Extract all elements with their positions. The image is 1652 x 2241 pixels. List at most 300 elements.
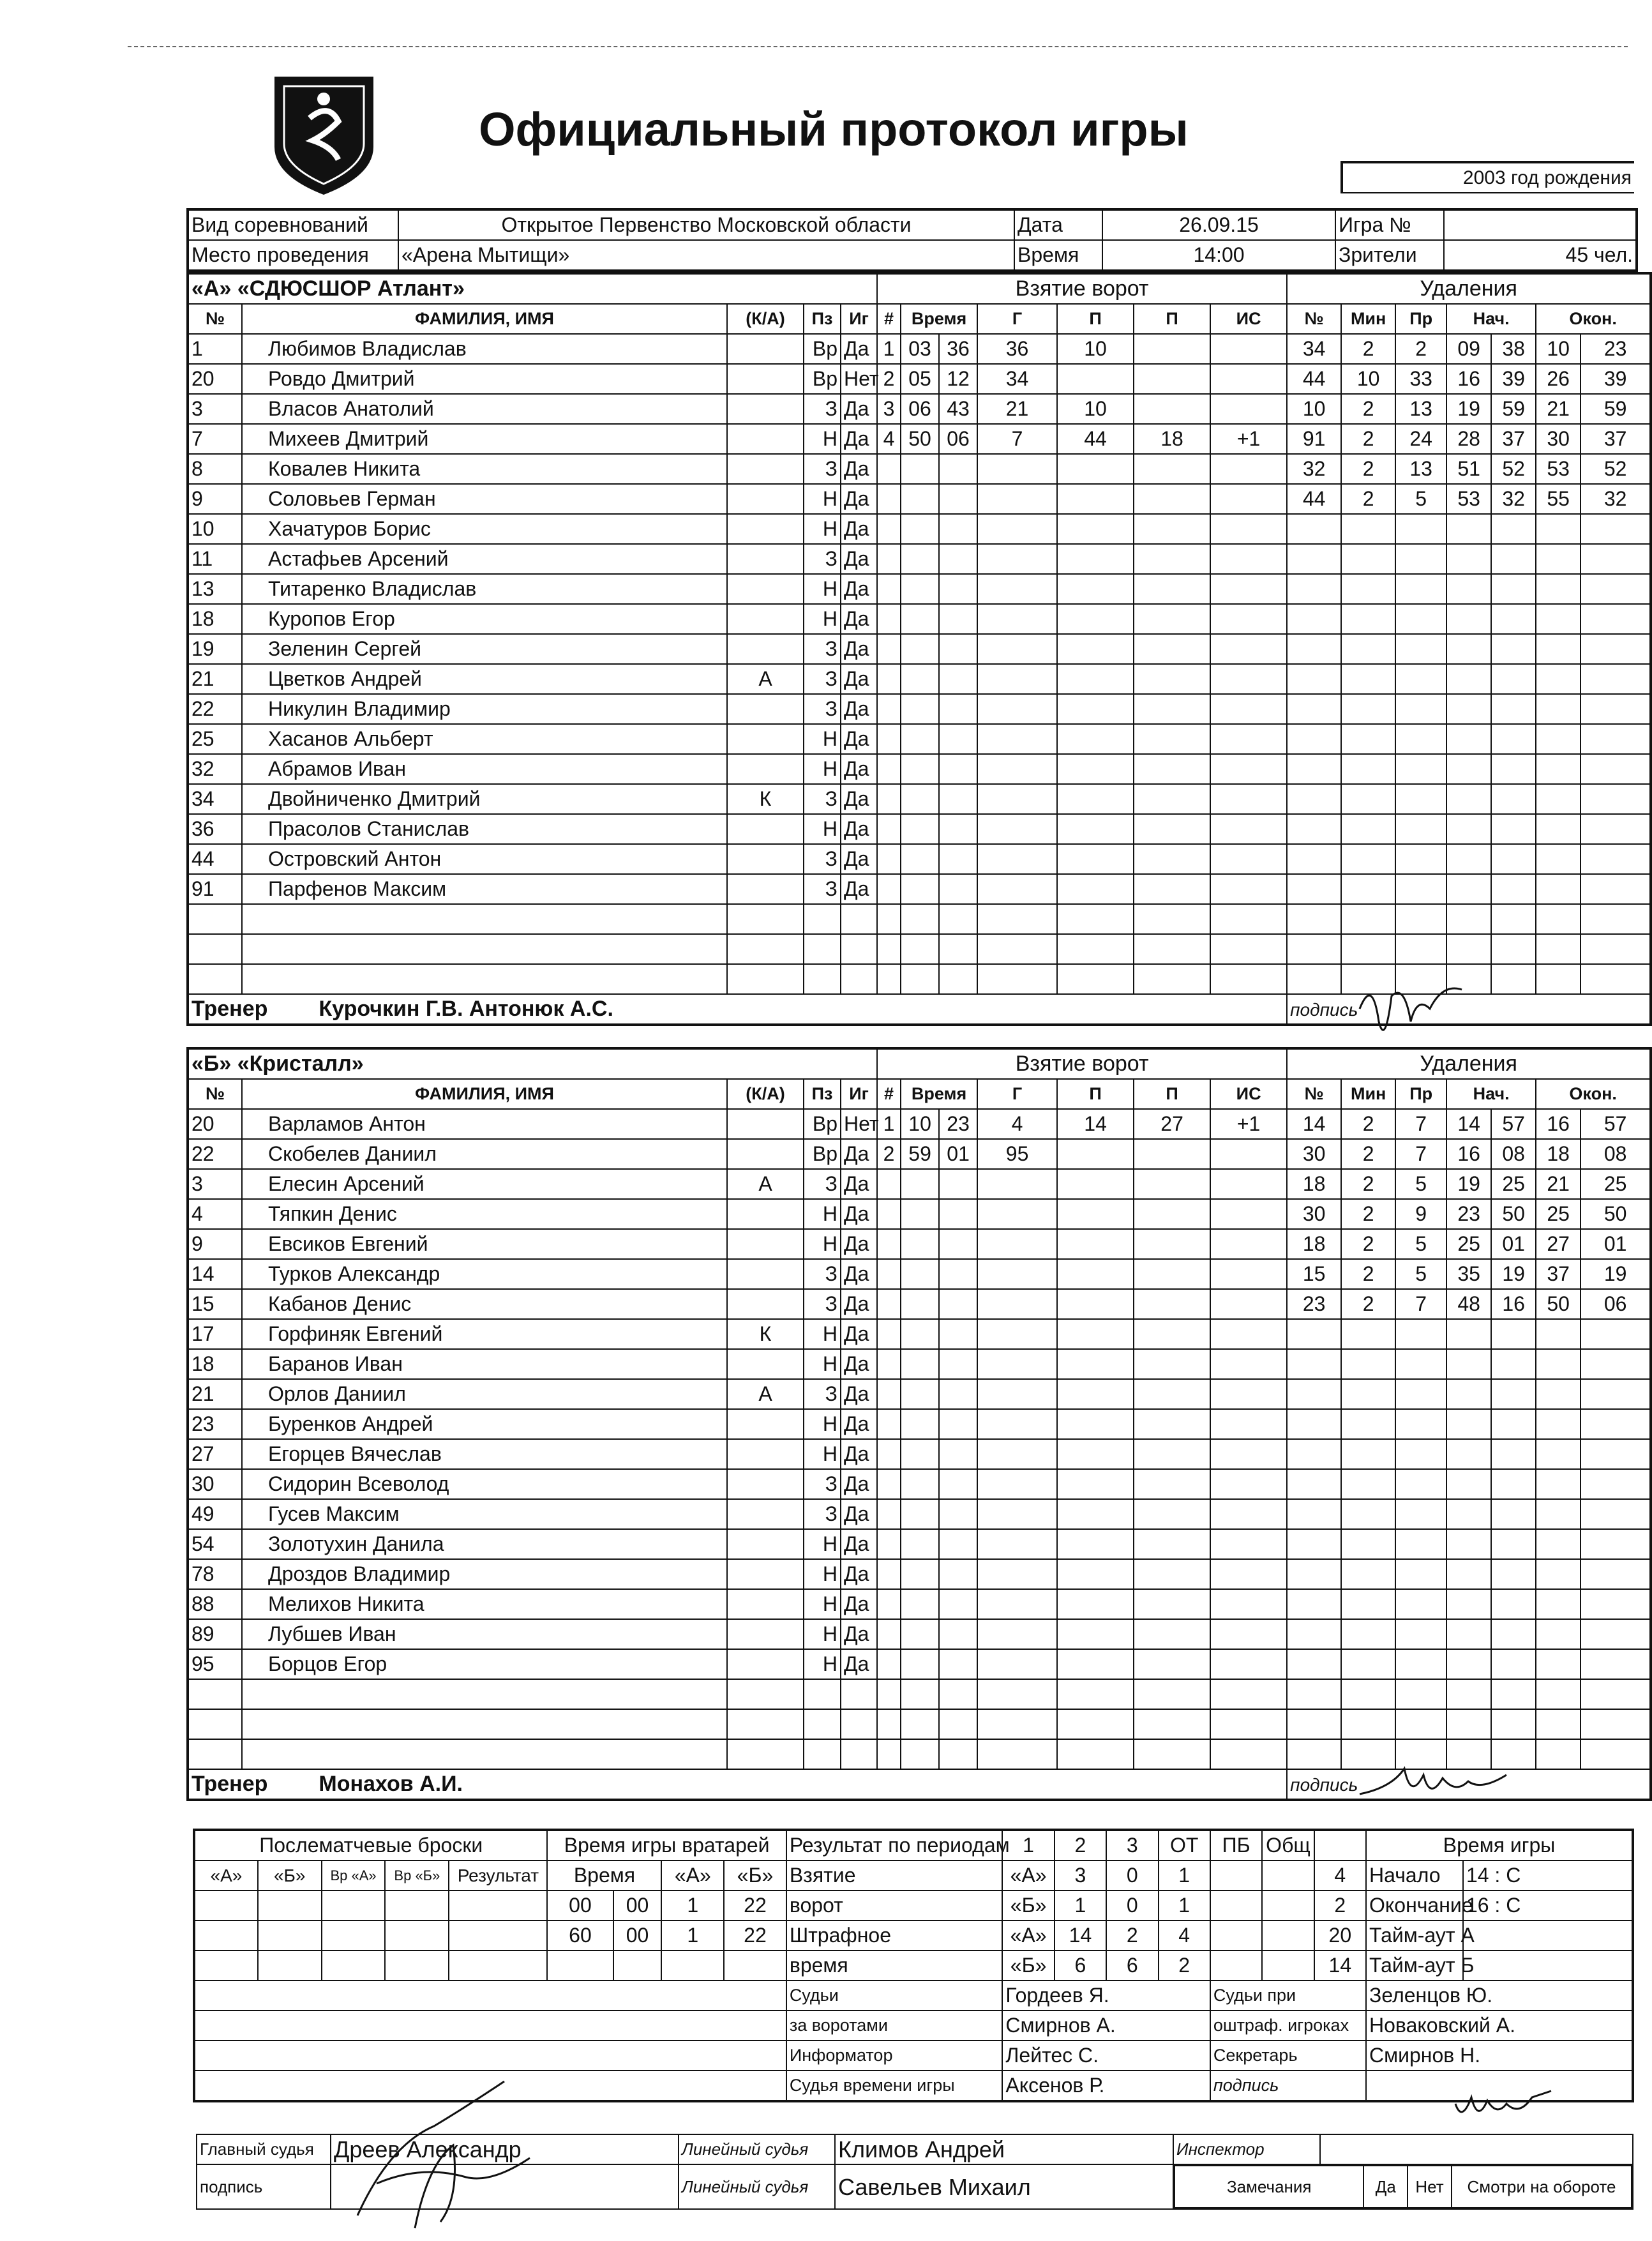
penalty-minutes: 2 [1341,1199,1395,1229]
empty-cell [1536,1409,1581,1439]
penalty-start-min: 19 [1446,394,1491,424]
team-label: «А» [1002,1920,1054,1950]
player-name: Буренков Андрей [242,1409,727,1439]
empty-cell [242,1679,727,1709]
empty-cell [901,1409,939,1439]
player-played: Да [841,1199,877,1229]
empty-cell [1536,1559,1581,1589]
player-played: Да [841,754,877,784]
player-position: З [804,1169,841,1199]
empty-cell [1057,904,1134,934]
empty-cell [977,1619,1057,1649]
empty-cell [939,934,977,964]
player-number: 22 [188,694,242,724]
empty-cell [1210,1349,1287,1379]
empty-cell [877,574,901,604]
empty-cell [901,454,939,484]
goals-b-p2: 0 [1106,1890,1158,1920]
empty-cell [977,1169,1057,1199]
empty-cell [1341,1709,1395,1739]
player-played: Да [841,1559,877,1589]
empty-cell [1446,1319,1491,1349]
player-number: 15 [188,1289,242,1319]
goal-second: 23 [939,1109,977,1139]
goal-assist-2: 18 [1134,424,1210,454]
goal-minute: 05 [901,364,939,394]
inspector-value [1320,2134,1633,2164]
penalty-start-sec: 01 [1491,1229,1536,1259]
penalty-reason: 5 [1395,484,1446,514]
empty-cell [901,754,939,784]
player-position: Н [804,724,841,754]
player-name: Хасанов Альберт [242,724,727,754]
empty-cell [1287,1319,1341,1349]
empty-cell [1341,1649,1395,1679]
official-label-2: подпись [1210,2071,1366,2101]
empty-cell [1210,1379,1287,1409]
penalty-minutes: 2 [1341,484,1395,514]
empty-cell [1581,1649,1651,1679]
player-played: Да [841,514,877,544]
col-goal-is: ИС [1210,304,1287,334]
team-label: «Б» [1002,1950,1054,1981]
player-position: Вр [804,364,841,394]
empty-cell [1341,814,1395,844]
empty-cell [1057,1259,1134,1289]
penalty-player: 18 [1287,1169,1341,1199]
top-dashed-line [128,46,1628,47]
empty-cell [1210,874,1287,904]
empty-cell [1491,664,1536,694]
empty-cell [1287,1649,1341,1679]
player-position: З [804,454,841,484]
player-role: А [727,1169,804,1199]
penalty-end-sec: 06 [1581,1289,1651,1319]
empty-cell [1287,874,1341,904]
empty-cell [727,1709,804,1739]
empty-cell [1491,574,1536,604]
col-ka: (К/А) [727,1079,804,1109]
table-row [188,334,1651,364]
empty-cell [901,604,939,634]
empty-cell [977,1229,1057,1259]
empty-cell [901,574,939,604]
game-time-value [1463,1920,1633,1950]
ref-sign-label: подпись [197,2164,331,2209]
empty-cell [901,1439,939,1469]
blank-cell [1314,1830,1366,1860]
empty-cell [1134,664,1210,694]
player-name: Астафьев Арсений [242,544,727,574]
empty-cell [1210,1199,1287,1229]
player-number: 7 [188,424,242,454]
empty-cell [1210,484,1287,514]
penalty-start-min: 16 [1446,1139,1491,1169]
player-number: 91 [188,874,242,904]
player-position: З [804,1379,841,1409]
empty-cell [1210,904,1287,934]
empty-cell [977,1349,1057,1379]
goal-second: 01 [939,1139,977,1169]
so-result-header: Результат [449,1860,547,1890]
empty-cell [1287,1469,1341,1499]
empty-cell [1057,1289,1134,1319]
player-number: 9 [188,484,242,514]
player-name: Хачатуров Борис [242,514,727,544]
player-position: Н [804,1199,841,1229]
empty-cell [901,664,939,694]
empty-cell [1491,604,1536,634]
empty-cell [1341,1409,1395,1439]
col-pen-pr: Пр [1395,304,1446,334]
empty-cell [877,844,901,874]
empty-cell [1446,874,1491,904]
player-name: Ковалев Никита [242,454,727,484]
empty-cell [1395,574,1446,604]
empty-cell [1134,1379,1210,1409]
penalty-minutes: 2 [1341,1229,1395,1259]
player-number: 22 [188,1139,242,1169]
empty-cell [877,514,901,544]
goal-scorer: 21 [977,394,1057,424]
player-position: Н [804,484,841,514]
empty-cell [1446,1499,1491,1529]
goal-assist-2 [1134,1139,1210,1169]
empty-cell [877,1439,901,1469]
player-position: З [804,784,841,814]
shootout-cell [194,1950,258,1981]
empty-cell [1341,544,1395,574]
empty-cell [1341,1439,1395,1469]
empty-cell [939,1679,977,1709]
empty-cell [977,874,1057,904]
empty-cell [727,934,804,964]
empty-cell [1395,1709,1446,1739]
penalty-player: 44 [1287,484,1341,514]
empty-cell [1581,1379,1651,1409]
empty-cell [877,784,901,814]
remarks-see-back: Смотри на обороте [1452,2166,1632,2208]
empty-cell [1446,754,1491,784]
empty-cell [939,634,977,664]
team-label: «Б» [1002,1890,1054,1920]
col-pen-end: Окон. [1536,1079,1651,1109]
player-number: 30 [188,1469,242,1499]
player-number: 20 [188,364,242,394]
penalties-title: Удаления [1287,273,1651,304]
empty-cell [1536,1739,1581,1769]
linesman-label-1: Линейный судья [679,2134,835,2164]
empty-cell [1057,1229,1134,1259]
goal-minute: 10 [901,1109,939,1139]
player-position: З [804,394,841,424]
player-played: Да [841,874,877,904]
player-role [727,724,804,754]
empty-cell [977,724,1057,754]
empty-cell [1581,1739,1651,1769]
empty-cell [1446,784,1491,814]
empty-cell [877,1529,901,1559]
table-row [188,1679,1651,1709]
penalty-minutes: 2 [1341,454,1395,484]
empty-cell [1287,514,1341,544]
empty-cell [1395,1379,1446,1409]
empty-cell [977,904,1057,934]
empty-cell [901,1559,939,1589]
player-name: Титаренко Владислав [242,574,727,604]
penalty-minutes: 2 [1341,394,1395,424]
empty-cell [1581,1589,1651,1619]
empty-cell [1491,514,1536,544]
empty-cell [1395,814,1446,844]
empty-cell [1210,1649,1287,1679]
empty-cell [1491,784,1536,814]
empty-cell [1341,1529,1395,1559]
player-name: Тяпкин Денис [242,1199,727,1229]
col-goal-p1: П [1057,304,1134,334]
empty-cell [1057,454,1134,484]
player-position: Н [804,1529,841,1559]
empty-cell [1446,1409,1491,1439]
empty-cell [1536,1349,1581,1379]
player-played: Да [841,574,877,604]
goal-minute: 50 [901,424,939,454]
player-position: З [804,1289,841,1319]
empty-cell [1057,1529,1134,1559]
player-played: Да [841,1619,877,1649]
empty-cell [901,1199,939,1229]
table-row [188,754,1651,784]
penalty-end-sec: 01 [1581,1229,1651,1259]
empty-cell [877,604,901,634]
penalty-end-sec: 39 [1581,364,1651,394]
goal-scorer: 36 [977,334,1057,364]
empty-cell [1134,574,1210,604]
col-goal-g: Г [977,1079,1057,1109]
empty-cell [877,724,901,754]
remarks-cell [1173,2164,1633,2209]
goals-b-p4 [1210,1890,1262,1920]
player-role [727,394,804,424]
goal-scorer: 7 [977,424,1057,454]
empty-cell [939,1409,977,1439]
col-goal-p2: П [1134,304,1210,334]
remarks-no: Нет [1408,2166,1452,2208]
empty-cell [939,904,977,934]
empty-cell [188,1679,242,1709]
empty-cell [1287,814,1341,844]
pim-b-p1: 6 [1055,1950,1106,1981]
penalty-start-sec: 16 [1491,1289,1536,1319]
shootout-cell [322,1890,386,1920]
empty-cell [939,454,977,484]
goal-scorer: 95 [977,1139,1057,1169]
col-num: № [188,1079,242,1109]
empty-cell [1287,1619,1341,1649]
empty-cell [1446,574,1491,604]
empty-cell [242,904,727,934]
empty-cell [877,634,901,664]
empty-cell [1581,1559,1651,1589]
goal-assist-2 [1134,334,1210,364]
empty-cell [1536,1379,1581,1409]
player-position: Н [804,1649,841,1679]
penalty-end-min: 10 [1536,334,1581,364]
empty-cell [1536,544,1581,574]
player-name: Парфенов Максим [242,874,727,904]
empty-cell [1210,754,1287,784]
penalty-minutes: 2 [1341,424,1395,454]
empty-cell [977,784,1057,814]
penalty-player: 30 [1287,1139,1341,1169]
empty-cell [1057,1679,1134,1709]
player-role [727,484,804,514]
empty-cell [1395,1679,1446,1709]
penalty-reason: 5 [1395,1259,1446,1289]
penalty-start-sec: 57 [1491,1109,1536,1139]
player-number: 4 [188,1199,242,1229]
empty-cell [1536,1499,1581,1529]
goal-assist-1: 10 [1057,394,1134,424]
penalty-end-min: 16 [1536,1109,1581,1139]
goal-assist-2 [1134,364,1210,394]
penalty-start-sec: 08 [1491,1139,1536,1169]
player-name: Михеев Дмитрий [242,424,727,454]
team-a-block [186,272,1652,1026]
player-name: Лубшев Иван [242,1619,727,1649]
empty-cell [977,484,1057,514]
empty-cell [1446,1529,1491,1559]
linesman-1: Климов Андрей [835,2134,1173,2164]
player-role: А [727,664,804,694]
coach-row [188,994,1287,1025]
empty-cell [939,874,977,904]
empty-cell [1491,1559,1536,1589]
empty-cell [1446,724,1491,754]
player-number: 3 [188,1169,242,1199]
empty-cell [1210,1499,1287,1529]
goal-assist-2: 27 [1134,1109,1210,1139]
empty-cell [1134,514,1210,544]
empty-cell [242,964,727,994]
empty-cell [1536,844,1581,874]
table-row [188,664,1651,694]
empty-cell [977,604,1057,634]
empty-cell [939,1259,977,1289]
penalty-minutes: 2 [1341,334,1395,364]
official-label: Судьи [786,1981,1003,2011]
penalty-player: 23 [1287,1289,1341,1319]
empty-cell [877,1559,901,1589]
player-name: Прасолов Станислав [242,814,727,844]
empty-cell [1210,724,1287,754]
penalty-reason: 13 [1395,454,1446,484]
empty-cell [1134,694,1210,724]
penalty-end-sec: 59 [1581,394,1651,424]
col-name: ФАМИЛИЯ, ИМЯ [242,304,727,334]
player-role [727,1499,804,1529]
table-row [188,634,1651,664]
empty-cell [1581,1499,1651,1529]
player-name: Варламов Антон [242,1109,727,1139]
penalty-end-min: 53 [1536,454,1581,484]
player-position: Вр [804,1139,841,1169]
empty-cell [877,484,901,514]
empty-cell [1581,634,1651,664]
player-position: Н [804,814,841,844]
empty-cell [1210,1439,1287,1469]
game-time-label: Тайм-аут Б [1366,1950,1463,1981]
empty-cell [939,964,977,994]
penalty-start-sec: 59 [1491,394,1536,424]
empty-cell [1287,694,1341,724]
penalty-start-min: 48 [1446,1289,1491,1319]
col-goal-no: # [877,1079,901,1109]
empty-cell [901,1349,939,1379]
empty-cell [1395,1619,1446,1649]
empty-cell [977,1469,1057,1499]
empty-cell [901,1649,939,1679]
empty-cell [1491,544,1536,574]
empty-cell [1581,574,1651,604]
penalty-end-min: 50 [1536,1289,1581,1319]
empty-cell [901,814,939,844]
player-played: Да [841,1349,877,1379]
empty-cell [939,844,977,874]
table-row [188,1589,1651,1619]
goal-second: 12 [939,364,977,394]
empty-cell [1210,1169,1287,1199]
goals-a-p5 [1262,1860,1314,1890]
penalty-end-sec: 25 [1581,1169,1651,1199]
player-played: Да [841,394,877,424]
empty-cell [1057,1319,1134,1349]
player-played: Да [841,1529,877,1559]
empty-cell [1057,1349,1134,1379]
empty-cell [1341,694,1395,724]
empty-cell [1287,1439,1341,1469]
empty-cell [1287,604,1341,634]
goal-assist-1: 14 [1057,1109,1134,1139]
period-col-2: 2 [1055,1830,1106,1860]
player-name: Баранов Иван [242,1349,727,1379]
penalty-end-sec: 23 [1581,334,1651,364]
player-role [727,1289,804,1319]
table-row [188,364,1651,394]
empty-cell [939,1649,977,1679]
empty-cell [1341,604,1395,634]
empty-cell [1057,1199,1134,1229]
empty-cell [1341,664,1395,694]
empty-cell [1210,934,1287,964]
player-position: Н [804,1229,841,1259]
player-role [727,1649,804,1679]
empty-cell [1491,1529,1536,1559]
goal-strength [1210,364,1287,394]
empty-cell [1210,964,1287,994]
empty-cell [1395,514,1446,544]
empty-cell [1581,664,1651,694]
empty-cell [1491,1499,1536,1529]
penalty-end-min: 27 [1536,1229,1581,1259]
empty-cell [1134,1649,1210,1679]
empty-cell [939,604,977,634]
empty-cell [188,1709,242,1739]
empty-cell [1057,1169,1134,1199]
empty-cell [877,1169,901,1199]
empty-cell [1395,1439,1446,1469]
player-position: З [804,874,841,904]
